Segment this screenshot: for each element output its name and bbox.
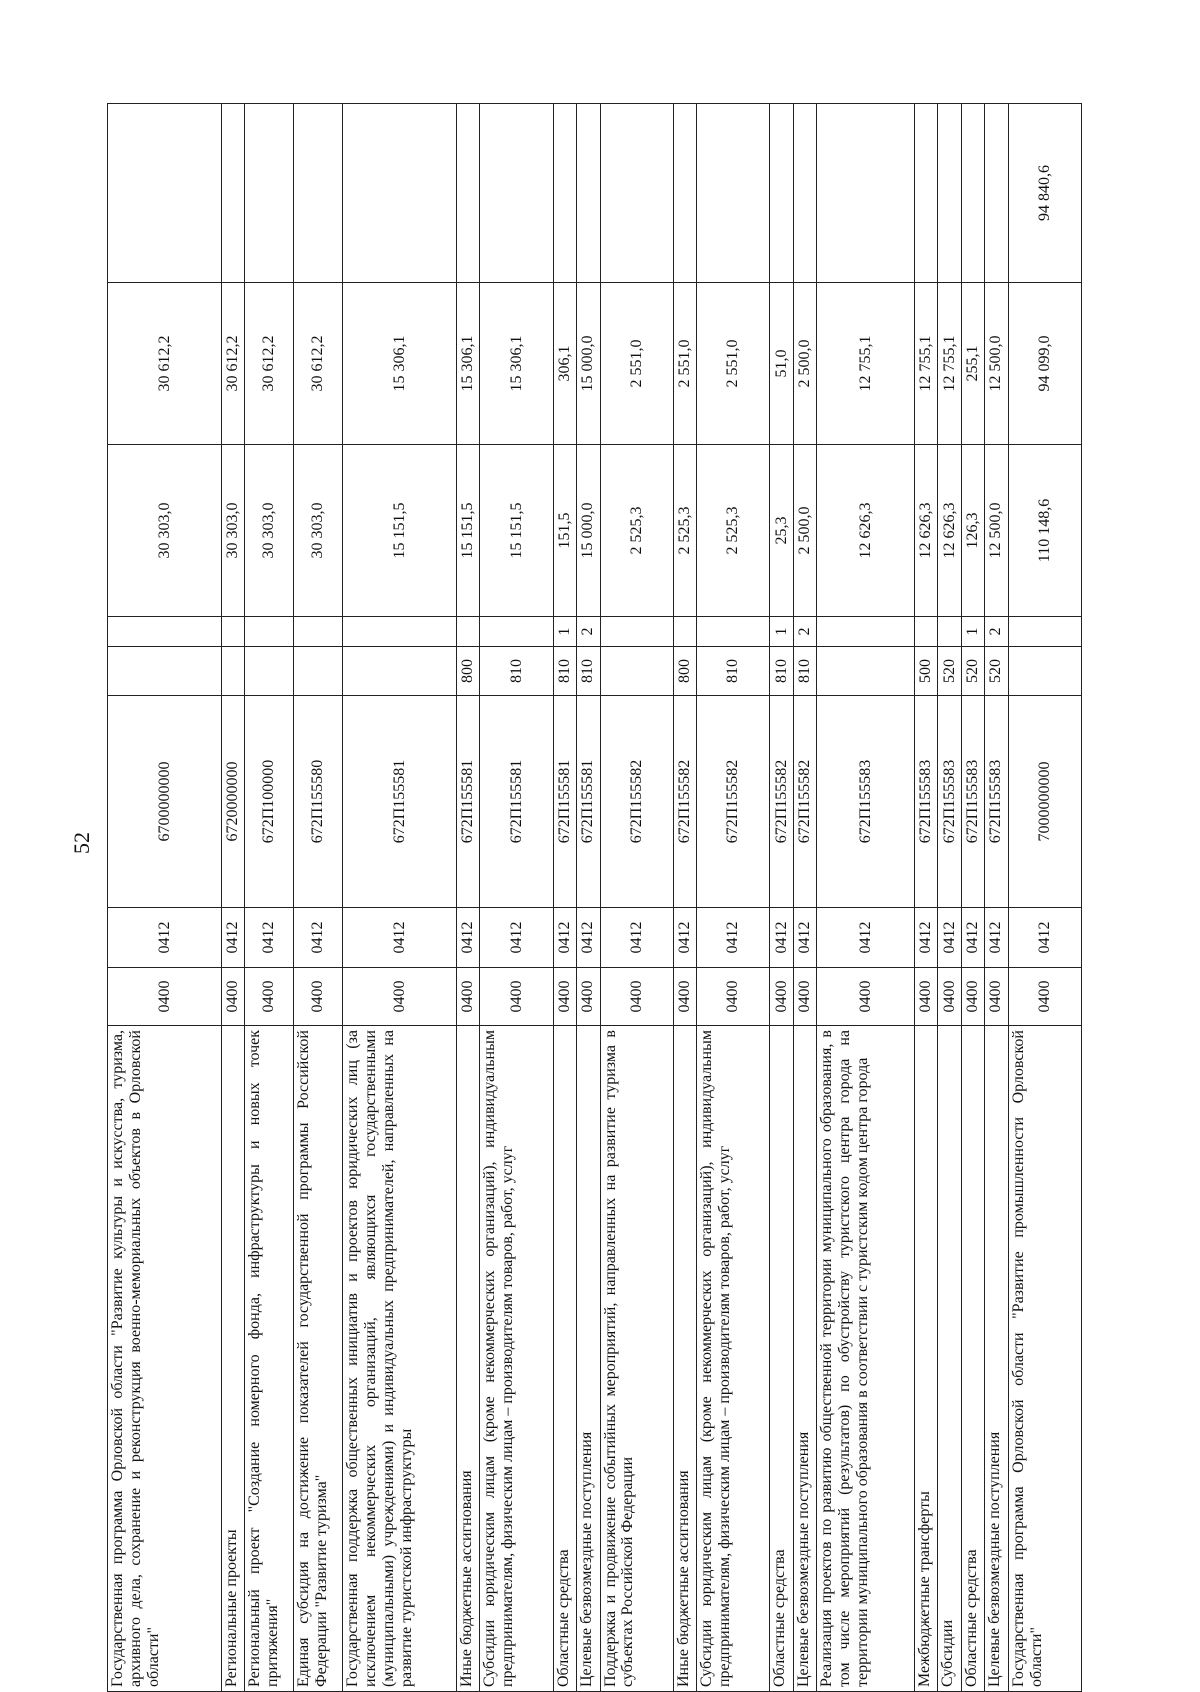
subsection-code-cell: 0412 xyxy=(457,908,480,968)
subsection-code-cell: 0412 xyxy=(938,908,961,968)
source-code-cell: 2 xyxy=(985,617,1008,647)
row-name-cell: Иные бюджетные ассигнования xyxy=(457,1026,480,1692)
target-article-cell: 672П155582 xyxy=(770,696,793,908)
subsection-code-cell: 0412 xyxy=(770,908,793,968)
amount-year3-cell xyxy=(600,104,673,283)
amount-year2-cell: 12 755,1 xyxy=(915,283,938,445)
row-name-cell: Государственная поддержка общественных инициатив и проектов юридических лиц (за исключением некоммерческих организаций, являющихся государственными (муниципальными) учреждениями) и индивидуальных предпринимателей, направленных на развитие туристской инфраструктуры xyxy=(343,1026,457,1692)
target-article-cell: 672П155582 xyxy=(697,696,770,908)
amount-year3-cell xyxy=(673,104,696,283)
table-row xyxy=(343,104,457,1692)
budget-sheet xyxy=(107,104,1082,1692)
expense-type-cell xyxy=(221,647,244,696)
expense-type-cell: 520 xyxy=(938,647,961,696)
amount-year1-cell: 12 626,3 xyxy=(938,445,961,617)
expense-type-cell: 500 xyxy=(915,647,938,696)
subsection-code-cell: 0412 xyxy=(961,908,984,968)
section-code-cell: 0400 xyxy=(793,968,816,1026)
amount-year3-cell xyxy=(915,104,938,283)
subsection-code-cell: 0412 xyxy=(221,908,244,968)
table-row xyxy=(915,104,938,1692)
row-name-cell: Субсидии xyxy=(938,1026,961,1692)
amount-year1-cell: 12 626,3 xyxy=(915,445,938,617)
target-article-cell: 672П155581 xyxy=(457,696,480,908)
source-code-cell: 2 xyxy=(577,617,600,647)
amount-year1-cell: 2 525,3 xyxy=(600,445,673,617)
amount-year3-cell xyxy=(817,104,915,283)
subsection-code-cell: 0412 xyxy=(108,908,222,968)
amount-year2-cell: 15 306,1 xyxy=(480,283,553,445)
section-code-cell: 0400 xyxy=(577,968,600,1026)
amount-year1-cell: 151,5 xyxy=(553,445,576,617)
section-code-cell: 0400 xyxy=(600,968,673,1026)
amount-year2-cell: 51,0 xyxy=(770,283,793,445)
amount-year2-cell: 12 755,1 xyxy=(938,283,961,445)
expense-type-cell: 810 xyxy=(793,647,816,696)
row-name-cell: Реализация проектов по развитию общественной территории муниципального образования, в том числе мероприятий (результатов) по обустройству туристского центра города на территории муниципального образования в соответствии с туристским кодом центра города xyxy=(817,1026,915,1692)
row-name-cell: Единая субсидия на достижение показателей государственной программы Российской Федерации "Развитие туризма" xyxy=(294,1026,343,1692)
row-name-cell: Целевые безвозмездные поступления xyxy=(985,1026,1008,1692)
section-code-cell: 0400 xyxy=(343,968,457,1026)
section-code-cell: 0400 xyxy=(673,968,696,1026)
amount-year2-cell: 30 612,2 xyxy=(108,283,222,445)
subsection-code-cell: 0412 xyxy=(793,908,816,968)
expense-type-cell: 810 xyxy=(480,647,553,696)
amount-year2-cell: 2 551,0 xyxy=(673,283,696,445)
target-article-cell: 6700000000 xyxy=(108,696,222,908)
target-article-cell: 672П155581 xyxy=(343,696,457,908)
row-name-cell: Государственная программа Орловской области "Развитие культуры и искусства, туризма, архивного дела, сохранение и реконструкция военно-мемориальных объектов в Орловской области" xyxy=(108,1026,222,1692)
amount-year3-cell xyxy=(985,104,1008,283)
table-row xyxy=(108,104,222,1692)
row-name-cell: Региональные проекты xyxy=(221,1026,244,1692)
amount-year3-cell xyxy=(770,104,793,283)
expense-type-cell: 810 xyxy=(577,647,600,696)
amount-year1-cell: 2 525,3 xyxy=(673,445,696,617)
expense-type-cell: 800 xyxy=(457,647,480,696)
table-row xyxy=(577,104,600,1692)
subsection-code-cell: 0412 xyxy=(673,908,696,968)
subsection-code-cell: 0412 xyxy=(343,908,457,968)
table-row xyxy=(793,104,816,1692)
table-row xyxy=(245,104,294,1692)
amount-year3-cell xyxy=(553,104,576,283)
expense-type-cell xyxy=(817,647,915,696)
target-article-cell: 6720000000 xyxy=(221,696,244,908)
amount-year3-cell: 94 840,6 xyxy=(1008,104,1081,283)
amount-year3-cell xyxy=(245,104,294,283)
amount-year3-cell xyxy=(577,104,600,283)
subsection-code-cell: 0412 xyxy=(480,908,553,968)
amount-year1-cell: 15 151,5 xyxy=(343,445,457,617)
amount-year2-cell: 30 612,2 xyxy=(221,283,244,445)
source-code-cell: 1 xyxy=(961,617,984,647)
section-code-cell: 0400 xyxy=(294,968,343,1026)
subsection-code-cell: 0412 xyxy=(294,908,343,968)
table-row xyxy=(457,104,480,1692)
amount-year1-cell: 25,3 xyxy=(770,445,793,617)
row-name-cell: Целевые безвозмездные поступления xyxy=(793,1026,816,1692)
table-row xyxy=(938,104,961,1692)
table-row xyxy=(600,104,673,1692)
target-article-cell: 672П155582 xyxy=(673,696,696,908)
expense-type-cell: 800 xyxy=(673,647,696,696)
subsection-code-cell: 0412 xyxy=(915,908,938,968)
subsection-code-cell: 0412 xyxy=(553,908,576,968)
source-code-cell xyxy=(457,617,480,647)
row-name-cell: Целевые безвозмездные поступления xyxy=(577,1026,600,1692)
section-code-cell: 0400 xyxy=(1008,968,1081,1026)
target-article-cell: 7000000000 xyxy=(1008,696,1081,908)
table-row xyxy=(553,104,576,1692)
row-name-cell: Поддержка и продвижение событийных мероприятий, направленных на развитие туризма в субъектах Российской Федерации xyxy=(600,1026,673,1692)
page-number: 52 xyxy=(69,832,94,854)
expense-type-cell xyxy=(245,647,294,696)
row-name-cell: Региональный проект "Создание номерного фонда, инфраструктуры и новых точек притяжения" xyxy=(245,1026,294,1692)
table-row xyxy=(221,104,244,1692)
amount-year1-cell: 15 000,0 xyxy=(577,445,600,617)
amount-year3-cell xyxy=(480,104,553,283)
subsection-code-cell: 0412 xyxy=(600,908,673,968)
table-row xyxy=(480,104,553,1692)
amount-year2-cell: 12 755,1 xyxy=(817,283,915,445)
source-code-cell xyxy=(108,617,222,647)
section-code-cell: 0400 xyxy=(108,968,222,1026)
amount-year2-cell: 94 099,0 xyxy=(1008,283,1081,445)
source-code-cell xyxy=(915,617,938,647)
amount-year3-cell xyxy=(294,104,343,283)
row-name-cell: Областные средства xyxy=(961,1026,984,1692)
source-code-cell xyxy=(221,617,244,647)
amount-year3-cell xyxy=(221,104,244,283)
row-name-cell: Областные средства xyxy=(770,1026,793,1692)
source-code-cell: 2 xyxy=(793,617,816,647)
target-article-cell: 672П155583 xyxy=(938,696,961,908)
amount-year2-cell: 12 500,0 xyxy=(985,283,1008,445)
source-code-cell xyxy=(480,617,553,647)
amount-year1-cell: 15 151,5 xyxy=(457,445,480,617)
source-code-cell xyxy=(817,617,915,647)
expense-type-cell: 810 xyxy=(770,647,793,696)
amount-year2-cell: 2 500,0 xyxy=(793,283,816,445)
section-code-cell: 0400 xyxy=(245,968,294,1026)
table-row xyxy=(770,104,793,1692)
expense-type-cell: 520 xyxy=(985,647,1008,696)
amount-year1-cell: 12 500,0 xyxy=(985,445,1008,617)
subsection-code-cell: 0412 xyxy=(245,908,294,968)
table-row xyxy=(1008,104,1081,1692)
source-code-cell xyxy=(343,617,457,647)
table-row xyxy=(817,104,915,1692)
amount-year1-cell: 126,3 xyxy=(961,445,984,617)
amount-year2-cell: 306,1 xyxy=(553,283,576,445)
target-article-cell: 672П155581 xyxy=(577,696,600,908)
section-code-cell: 0400 xyxy=(457,968,480,1026)
section-code-cell: 0400 xyxy=(985,968,1008,1026)
section-code-cell: 0400 xyxy=(553,968,576,1026)
amount-year1-cell: 110 148,6 xyxy=(1008,445,1081,617)
amount-year2-cell: 2 551,0 xyxy=(600,283,673,445)
row-name-cell: Субсидии юридическим лицам (кроме некоммерческих организаций), индивидуальным предпринимателям, физическим лицам – производителям товаров, работ, услуг xyxy=(480,1026,553,1692)
table-row xyxy=(985,104,1008,1692)
table-frame xyxy=(107,104,1082,1692)
section-code-cell: 0400 xyxy=(480,968,553,1026)
section-code-cell: 0400 xyxy=(961,968,984,1026)
table-row xyxy=(294,104,343,1692)
source-code-cell xyxy=(245,617,294,647)
row-name-cell: Областные средства xyxy=(553,1026,576,1692)
amount-year1-cell: 15 151,5 xyxy=(480,445,553,617)
amount-year3-cell xyxy=(961,104,984,283)
table-row xyxy=(697,104,770,1692)
amount-year1-cell: 30 303,0 xyxy=(221,445,244,617)
amount-year2-cell: 15 306,1 xyxy=(457,283,480,445)
expense-type-cell xyxy=(108,647,222,696)
amount-year1-cell: 2 500,0 xyxy=(793,445,816,617)
section-code-cell: 0400 xyxy=(697,968,770,1026)
subsection-code-cell: 0412 xyxy=(1008,908,1081,968)
amount-year1-cell: 30 303,0 xyxy=(245,445,294,617)
subsection-code-cell: 0412 xyxy=(697,908,770,968)
amount-year3-cell xyxy=(457,104,480,283)
target-article-cell: 672П100000 xyxy=(245,696,294,908)
subsection-code-cell: 0412 xyxy=(817,908,915,968)
amount-year3-cell xyxy=(108,104,222,283)
expense-type-cell: 520 xyxy=(961,647,984,696)
expense-type-cell: 810 xyxy=(697,647,770,696)
amount-year1-cell: 12 626,3 xyxy=(817,445,915,617)
source-code-cell xyxy=(1008,617,1081,647)
target-article-cell: 672П155582 xyxy=(793,696,816,908)
amount-year2-cell: 2 551,0 xyxy=(697,283,770,445)
source-code-cell xyxy=(697,617,770,647)
source-code-cell: 1 xyxy=(770,617,793,647)
expense-type-cell xyxy=(294,647,343,696)
target-article-cell: 672П155583 xyxy=(915,696,938,908)
expense-type-cell xyxy=(600,647,673,696)
subsection-code-cell: 0412 xyxy=(985,908,1008,968)
table-row xyxy=(673,104,696,1692)
target-article-cell: 672П155583 xyxy=(817,696,915,908)
amount-year2-cell: 255,1 xyxy=(961,283,984,445)
amount-year3-cell xyxy=(793,104,816,283)
section-code-cell: 0400 xyxy=(938,968,961,1026)
amount-year1-cell: 30 303,0 xyxy=(108,445,222,617)
expense-type-cell: 810 xyxy=(553,647,576,696)
amount-year2-cell: 30 612,2 xyxy=(294,283,343,445)
subsection-code-cell: 0412 xyxy=(577,908,600,968)
row-name-cell: Межбюджетные трансферты xyxy=(915,1026,938,1692)
source-code-cell xyxy=(673,617,696,647)
amount-year3-cell xyxy=(938,104,961,283)
row-name-cell: Государственная программа Орловской области "Развитие промышленности Орловской области" xyxy=(1008,1026,1081,1692)
target-article-cell: 672П155582 xyxy=(600,696,673,908)
section-code-cell: 0400 xyxy=(221,968,244,1026)
source-code-cell xyxy=(600,617,673,647)
section-code-cell: 0400 xyxy=(817,968,915,1026)
row-name-cell: Иные бюджетные ассигнования xyxy=(673,1026,696,1692)
amount-year3-cell xyxy=(343,104,457,283)
row-name-cell: Субсидии юридическим лицам (кроме некоммерческих организаций), индивидуальным предпринимателям, физическим лицам – производителям товаров, работ, услуг xyxy=(697,1026,770,1692)
section-code-cell: 0400 xyxy=(770,968,793,1026)
amount-year2-cell: 30 612,2 xyxy=(245,283,294,445)
amount-year3-cell xyxy=(697,104,770,283)
target-article-cell: 672П155581 xyxy=(480,696,553,908)
amount-year1-cell: 2 525,3 xyxy=(697,445,770,617)
amount-year1-cell: 30 303,0 xyxy=(294,445,343,617)
amount-year2-cell: 15 000,0 xyxy=(577,283,600,445)
expense-type-cell xyxy=(1008,647,1081,696)
budget-table xyxy=(107,103,1082,1692)
amount-year2-cell: 15 306,1 xyxy=(343,283,457,445)
source-code-cell: 1 xyxy=(553,617,576,647)
table-row xyxy=(961,104,984,1692)
target-article-cell: 672П155583 xyxy=(985,696,1008,908)
section-code-cell: 0400 xyxy=(915,968,938,1026)
target-article-cell: 672П155581 xyxy=(553,696,576,908)
target-article-cell: 672П155580 xyxy=(294,696,343,908)
source-code-cell xyxy=(938,617,961,647)
expense-type-cell xyxy=(343,647,457,696)
source-code-cell xyxy=(294,617,343,647)
target-article-cell: 672П155583 xyxy=(961,696,984,908)
